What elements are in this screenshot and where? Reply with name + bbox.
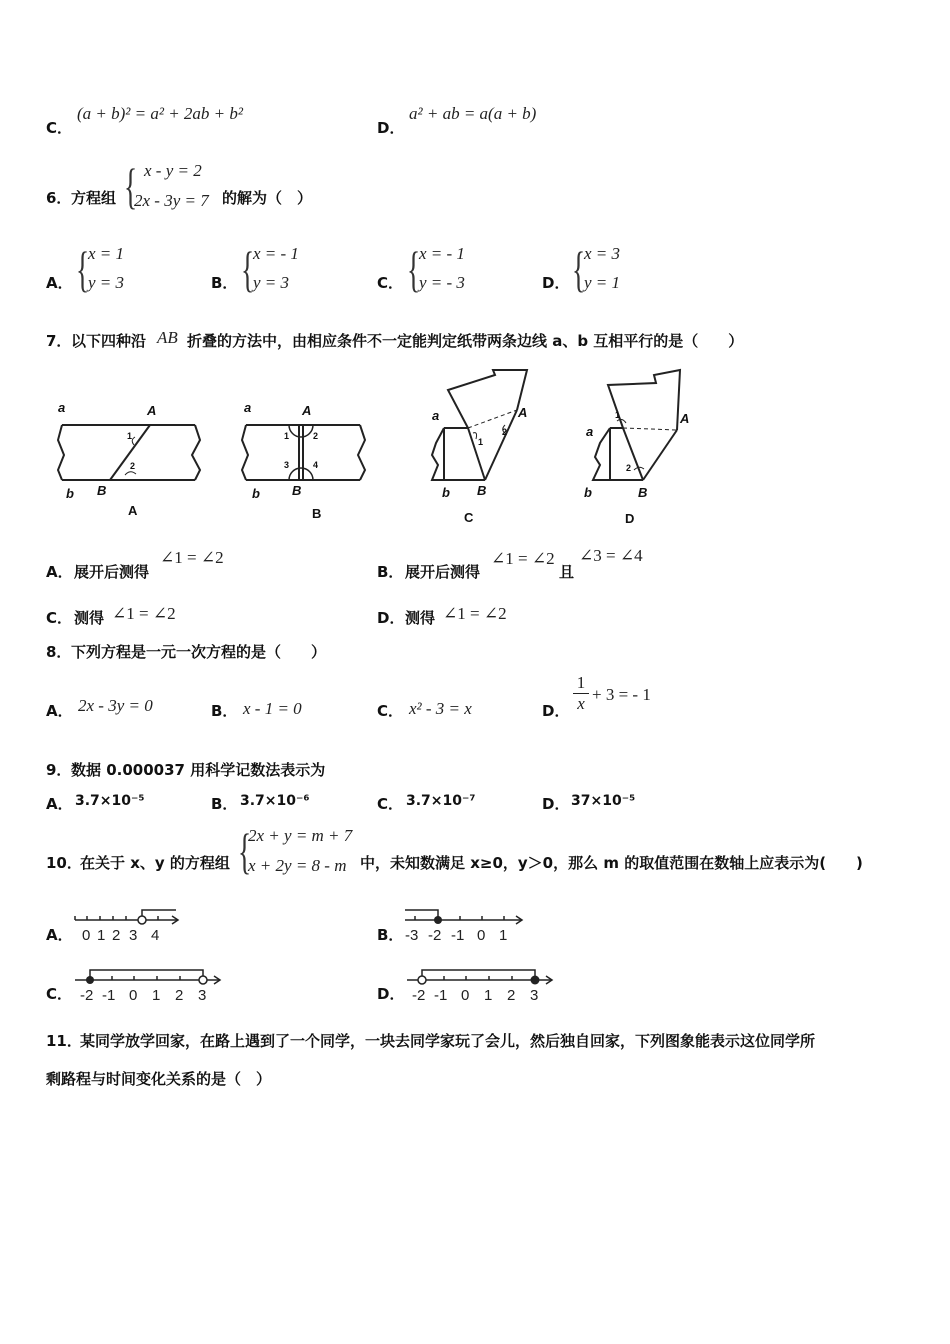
tick-label: 3 xyxy=(198,987,207,1004)
number-line-a xyxy=(70,902,190,948)
point-label-B: B xyxy=(638,485,648,500)
edge-label-a: a xyxy=(432,408,440,423)
tick-label: -1 xyxy=(434,987,448,1004)
option-label: C． xyxy=(377,795,404,813)
point-label-A: A xyxy=(147,403,157,418)
equation-line: x = 3 xyxy=(584,244,621,263)
tick-label: 4 xyxy=(151,927,160,944)
point-label-B: B xyxy=(292,483,302,498)
option-label: A． xyxy=(46,795,73,813)
question-text: 在关于 x、y 的方程组 xyxy=(80,854,230,872)
tick-label: -1 xyxy=(102,987,116,1004)
option-expression: ∠1 = ∠2 xyxy=(160,548,224,567)
option-label: B． xyxy=(211,274,238,292)
option-expression: ∠1 = ∠2 xyxy=(491,549,555,568)
option-label: D． xyxy=(542,795,570,813)
equation-line: y = 3 xyxy=(88,273,125,292)
point-label-A: A xyxy=(518,405,528,420)
option-label: A． xyxy=(46,274,73,292)
closed-point xyxy=(86,976,94,984)
number-line-c xyxy=(70,962,230,1008)
option-label: A． xyxy=(46,926,73,944)
option-text: 展开后测得 xyxy=(405,563,481,581)
equation-line: x = - 1 xyxy=(253,244,299,263)
brace-icon: { xyxy=(76,241,90,297)
question-text: 某同学放学回家，在路上遇到了一个同学，一块去同学家玩了会儿，然后独自回家，下列图象能表示这位同学所 xyxy=(80,1032,816,1050)
tick-label: 1 xyxy=(152,987,161,1004)
angle-label: 1 xyxy=(615,410,621,420)
tick-label: -3 xyxy=(405,927,419,944)
equation-line: y = - 3 xyxy=(419,273,465,292)
angle-label: 2 xyxy=(626,463,632,473)
equation-line: x = - 1 xyxy=(419,244,465,263)
tick-label: -1 xyxy=(451,927,465,944)
option-expression: x² - 3 = x xyxy=(409,699,472,718)
option-expression: 2x - 3y = 0 xyxy=(78,696,153,715)
open-point xyxy=(418,976,426,984)
open-point xyxy=(138,916,146,924)
option-label: C． xyxy=(46,609,73,627)
tick-label: 3 xyxy=(129,927,138,944)
figure-caption: D xyxy=(625,511,635,526)
tick-label: 3 xyxy=(530,987,539,1004)
fraction xyxy=(573,674,589,713)
option-text: 且 xyxy=(559,563,575,581)
option-expression: + 3 = - 1 xyxy=(592,685,651,704)
tick-label: 0 xyxy=(461,987,470,1004)
figure-caption: C xyxy=(464,510,474,525)
option-text: 展开后测得 xyxy=(74,563,150,581)
option-label: B． xyxy=(211,795,238,813)
question-number: 6． xyxy=(46,189,72,207)
tick-label: 0 xyxy=(477,927,486,944)
option-label: B． xyxy=(377,563,404,581)
equation-line: x + 2y = 8 - m xyxy=(248,856,347,875)
option-expression: ∠1 = ∠2 xyxy=(443,604,507,623)
equation-line: x - y = 2 xyxy=(144,161,202,180)
angle-label: 1 xyxy=(478,437,484,447)
tick-label: 1 xyxy=(97,927,106,944)
question-number: 11． xyxy=(46,1032,82,1050)
tick-label: 1 xyxy=(499,927,508,944)
tick-label: -2 xyxy=(412,987,426,1004)
tick-label: 0 xyxy=(129,987,138,1004)
brace-icon: { xyxy=(407,241,421,297)
tick-label: 0 xyxy=(82,927,91,944)
angle-label: 2 xyxy=(130,461,136,471)
edge-label-a: a xyxy=(244,400,252,415)
edge-label-b: b xyxy=(584,485,592,500)
question-text: 方程组 xyxy=(71,189,117,207)
option-expression: ∠1 = ∠2 xyxy=(112,604,176,623)
question-text: 剩路程与时间变化关系的是（ ） xyxy=(46,1070,272,1088)
question-text: 以下四种沿 xyxy=(71,332,147,350)
option-expression: x - 1 = 0 xyxy=(243,699,302,718)
point-label-B: B xyxy=(97,483,107,498)
option-label: C． xyxy=(377,274,404,292)
option-label: D． xyxy=(377,609,405,627)
equation-line: 2x - 3y = 7 xyxy=(134,191,209,210)
edge-label-b: b xyxy=(252,486,260,501)
option-text: 测得 xyxy=(405,609,436,627)
edge-label-a: a xyxy=(58,400,66,415)
option-label: D． xyxy=(377,119,405,137)
question-text: 中，未知数满足 x≥0，y＞0，那么 m 的取值范围在数轴上应表示为( ) xyxy=(360,854,863,872)
angle-label: 2 xyxy=(313,431,319,441)
brace-icon: { xyxy=(241,241,255,297)
question-text: 的解为（ ） xyxy=(222,189,313,207)
brace-icon: { xyxy=(124,158,138,214)
question-number: 7． xyxy=(46,332,72,350)
folding-figures xyxy=(40,365,740,535)
angle-label: 1 xyxy=(127,431,133,441)
option-label: C． xyxy=(377,702,404,720)
angle-label: 2 xyxy=(502,427,508,437)
number-line-d xyxy=(402,962,562,1008)
option-label: A． xyxy=(46,563,73,581)
option-expression: ∠3 = ∠4 xyxy=(579,546,643,565)
option-label: C． xyxy=(46,985,73,1003)
edge-label-b: b xyxy=(66,486,74,501)
equation-line: y = 1 xyxy=(584,273,621,292)
equation-line: y = 3 xyxy=(253,273,290,292)
option-label: D． xyxy=(542,702,570,720)
option-expression: 37×10⁻⁵ xyxy=(571,793,636,809)
point-label-A: A xyxy=(302,403,312,418)
option-label: B． xyxy=(211,702,238,720)
open-point xyxy=(199,976,207,984)
angle-label: 1 xyxy=(284,431,290,441)
fraction-denominator: x xyxy=(577,694,585,713)
closed-point xyxy=(434,916,442,924)
tick-label: 1 xyxy=(484,987,493,1004)
segment-ab: AB xyxy=(157,328,178,347)
question-number: 8． xyxy=(46,643,72,661)
question-text: 下列方程是一元一次方程的是（ ） xyxy=(71,643,327,661)
option-label: C． xyxy=(46,119,73,137)
number-line-b xyxy=(400,902,530,948)
tick-label: 2 xyxy=(175,987,184,1004)
figure-caption: B xyxy=(312,506,322,521)
equation-line: 2x + y = m + 7 xyxy=(248,826,353,845)
point-label-A: A xyxy=(680,411,690,426)
fraction-numerator: 1 xyxy=(576,673,586,692)
tick-label: -2 xyxy=(80,987,94,1004)
question-text: 折叠的方法中，由相应条件不一定能判定纸带两条边线 a、b 互相平行的是（ ） xyxy=(187,332,744,350)
option-label: B． xyxy=(377,926,404,944)
option-expression: (a + b)² = a² + 2ab + b² xyxy=(77,104,243,123)
option-expression: 3.7×10⁻⁶ xyxy=(240,793,310,809)
option-label: D． xyxy=(542,274,570,292)
point-label-B: B xyxy=(477,483,487,498)
question-text: 数据 0.000037 用科学记数法表示为 xyxy=(71,761,326,779)
option-text: 测得 xyxy=(74,609,105,627)
closed-point xyxy=(531,976,540,985)
tick-label: 2 xyxy=(507,987,516,1004)
angle-label: 4 xyxy=(313,460,319,470)
tick-label: -2 xyxy=(428,927,442,944)
option-label: A． xyxy=(46,702,73,720)
question-number: 10． xyxy=(46,854,82,872)
option-label: D． xyxy=(377,985,405,1003)
edge-label-a: a xyxy=(586,424,594,439)
option-expression: 3.7×10⁻⁷ xyxy=(406,793,476,809)
edge-label-b: b xyxy=(442,485,450,500)
equation-line: x = 1 xyxy=(88,244,125,263)
brace-icon: { xyxy=(238,823,252,879)
brace-icon: { xyxy=(572,241,586,297)
angle-label: 3 xyxy=(284,460,290,470)
option-expression: 3.7×10⁻⁵ xyxy=(75,793,145,809)
figure-caption: A xyxy=(128,503,138,518)
option-expression: a² + ab = a(a + b) xyxy=(409,104,537,123)
tick-label: 2 xyxy=(112,927,121,944)
question-number: 9． xyxy=(46,761,72,779)
